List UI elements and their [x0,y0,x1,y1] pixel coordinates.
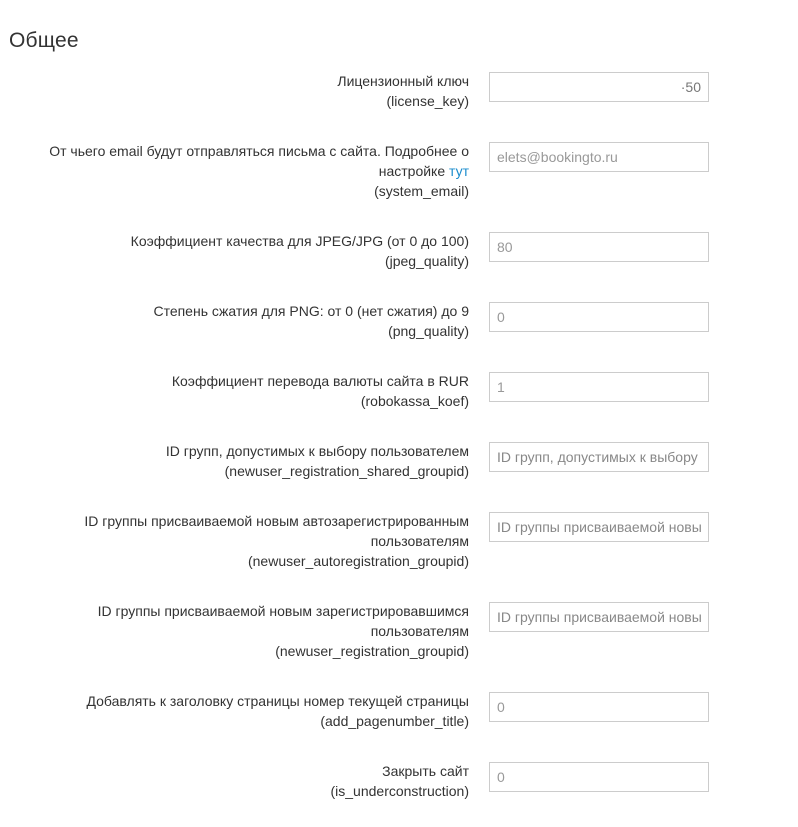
setting-key: (is_underconstruction) [330,783,469,799]
png-quality-input[interactable] [489,302,709,332]
autoregistration-groupid-input[interactable] [489,512,709,542]
setting-key: (system_email) [374,183,469,199]
setting-label [9,371,469,411]
setting-label-text: ID групп, допустимых к выбору пользователем [165,443,469,459]
setting-label [9,71,469,111]
setting-label [9,441,469,481]
setting-key: (png_quality) [388,323,469,339]
setting-label-text: Добавлять к заголовку страницы номер текущей страницы [86,693,469,709]
setting-label-text: Степень сжатия для PNG: от 0 (нет сжатия) до 9 [153,303,469,319]
setting-label [9,691,469,731]
section-title: Общее [9,29,79,52]
setting-label-text: Коэффициент перевода валюты сайта в RUR [171,373,469,389]
setting-key: (robokassa_koef) [360,393,469,409]
setting-label [9,601,469,661]
setting-label-text: ID группы присваиваемой новым автозарегистрированным пользователям [84,513,469,549]
registration-groupid-input[interactable] [489,602,709,632]
license-key-input[interactable] [489,72,709,102]
setting-key: (add_pagenumber_title) [320,713,469,729]
setting-label-text: Лицензионный ключ [337,73,469,89]
is-underconstruction-input[interactable] [489,762,709,792]
setting-label [9,141,469,201]
setting-label [9,231,469,271]
setting-key: (newuser_registration_shared_groupid) [224,463,469,479]
setting-key: (newuser_registration_groupid) [275,643,469,659]
setting-key: (jpeg_quality) [384,253,469,269]
setting-label-text: Закрыть сайт [382,763,469,779]
setting-label [9,511,469,571]
setting-label [9,761,469,801]
jpeg-quality-input[interactable] [489,232,709,262]
setting-label-text: От чьего email будут отправляться письма с сайта. Подробнее о настройке [49,143,469,179]
setting-key: (license_key) [386,93,469,109]
setting-label-text: ID группы присваиваемой новым зарегистрировавшимся пользователям [97,603,469,639]
add-pagenumber-title-input[interactable] [489,692,709,722]
system-email-input[interactable] [489,142,709,172]
setting-key: (newuser_autoregistration_groupid) [247,553,469,569]
shared-groupid-input[interactable] [489,442,709,472]
robokassa-koef-input[interactable] [489,372,709,402]
setting-label-text: Коэффициент качества для JPEG/JPG (от 0 до 100) [130,233,469,249]
settings-help-link[interactable]: тут [449,163,469,179]
setting-label [9,301,469,341]
